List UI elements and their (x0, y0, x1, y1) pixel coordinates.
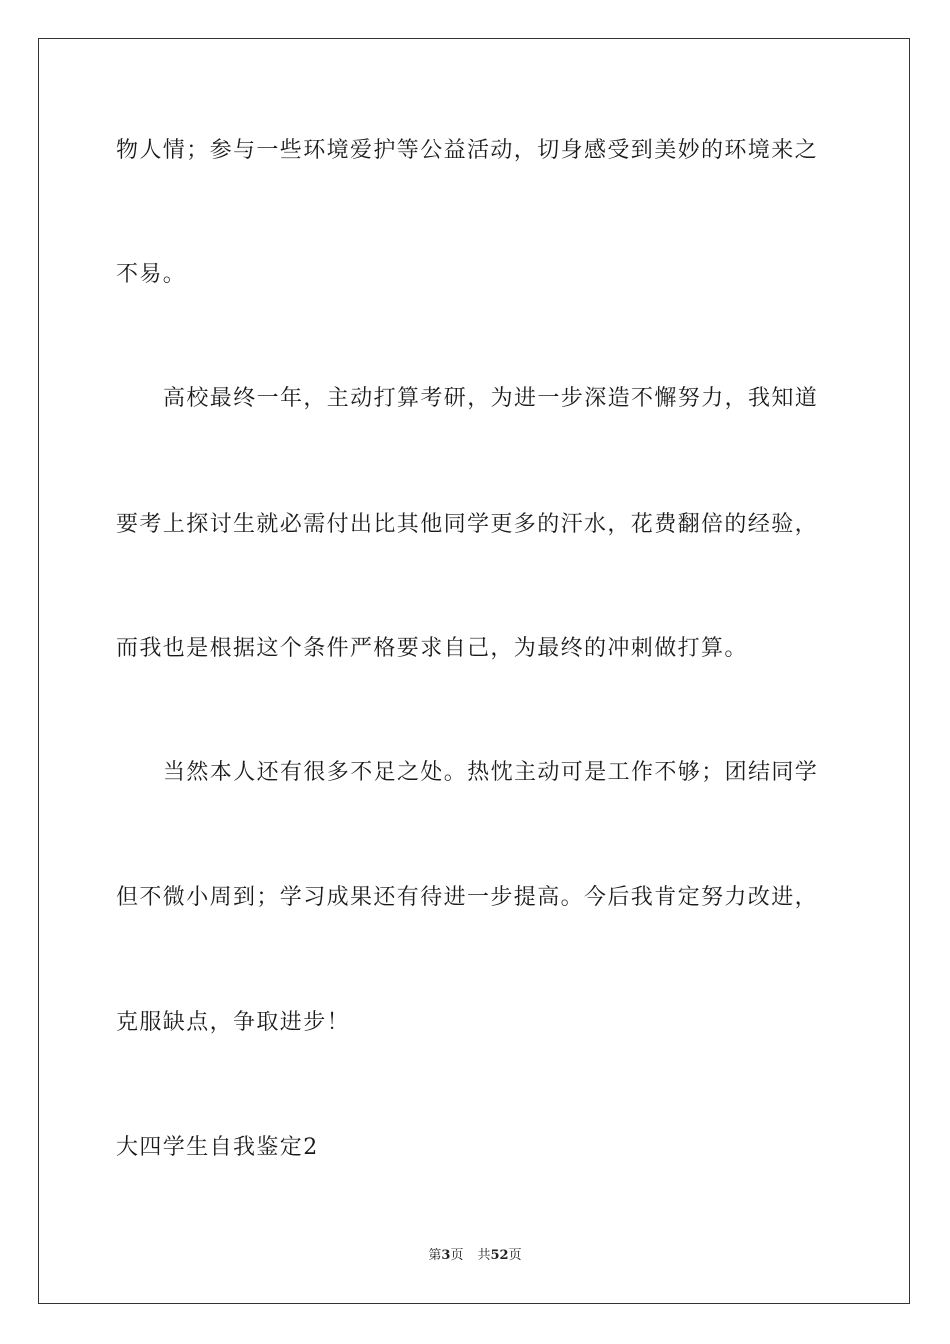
page-number: 3 (441, 1248, 451, 1263)
body-line-4: 要考上探讨生就必需付出比其他同学更多的汗水，花费翻倍的经验， (116, 512, 819, 537)
body-line-7: 但不微小周到；学习成果还有待进一步提高。今后我肯定努力改进， (116, 885, 819, 910)
section-heading: 大四学生自我鉴定2 (116, 1135, 319, 1160)
total-pages: 52 (490, 1248, 509, 1263)
total-label-suffix: 页 (508, 1248, 522, 1263)
body-line-2: 不易。 (116, 262, 187, 287)
total-label-prefix: 共 (477, 1248, 491, 1263)
page-label-prefix: 第 (428, 1248, 442, 1263)
body-line-3: 高校最终一年，主动打算考研，为进一步深造不懈努力，我知道 (163, 386, 819, 411)
page-border (38, 38, 910, 1304)
page-label-suffix: 页 (450, 1248, 464, 1263)
body-line-5: 而我也是根据这个条件严格要求自己，为最终的冲刺做打算。 (116, 636, 748, 661)
body-line-1: 物人情；参与一些环境爱护等公益活动，切身感受到美妙的环境来之 (116, 138, 819, 163)
body-line-8: 克服缺点，争取进步！ (116, 1010, 351, 1035)
page-footer (0, 1247, 950, 1265)
body-line-6: 当然本人还有很多不足之处。热忱主动可是工作不够；团结同学 (163, 760, 819, 785)
